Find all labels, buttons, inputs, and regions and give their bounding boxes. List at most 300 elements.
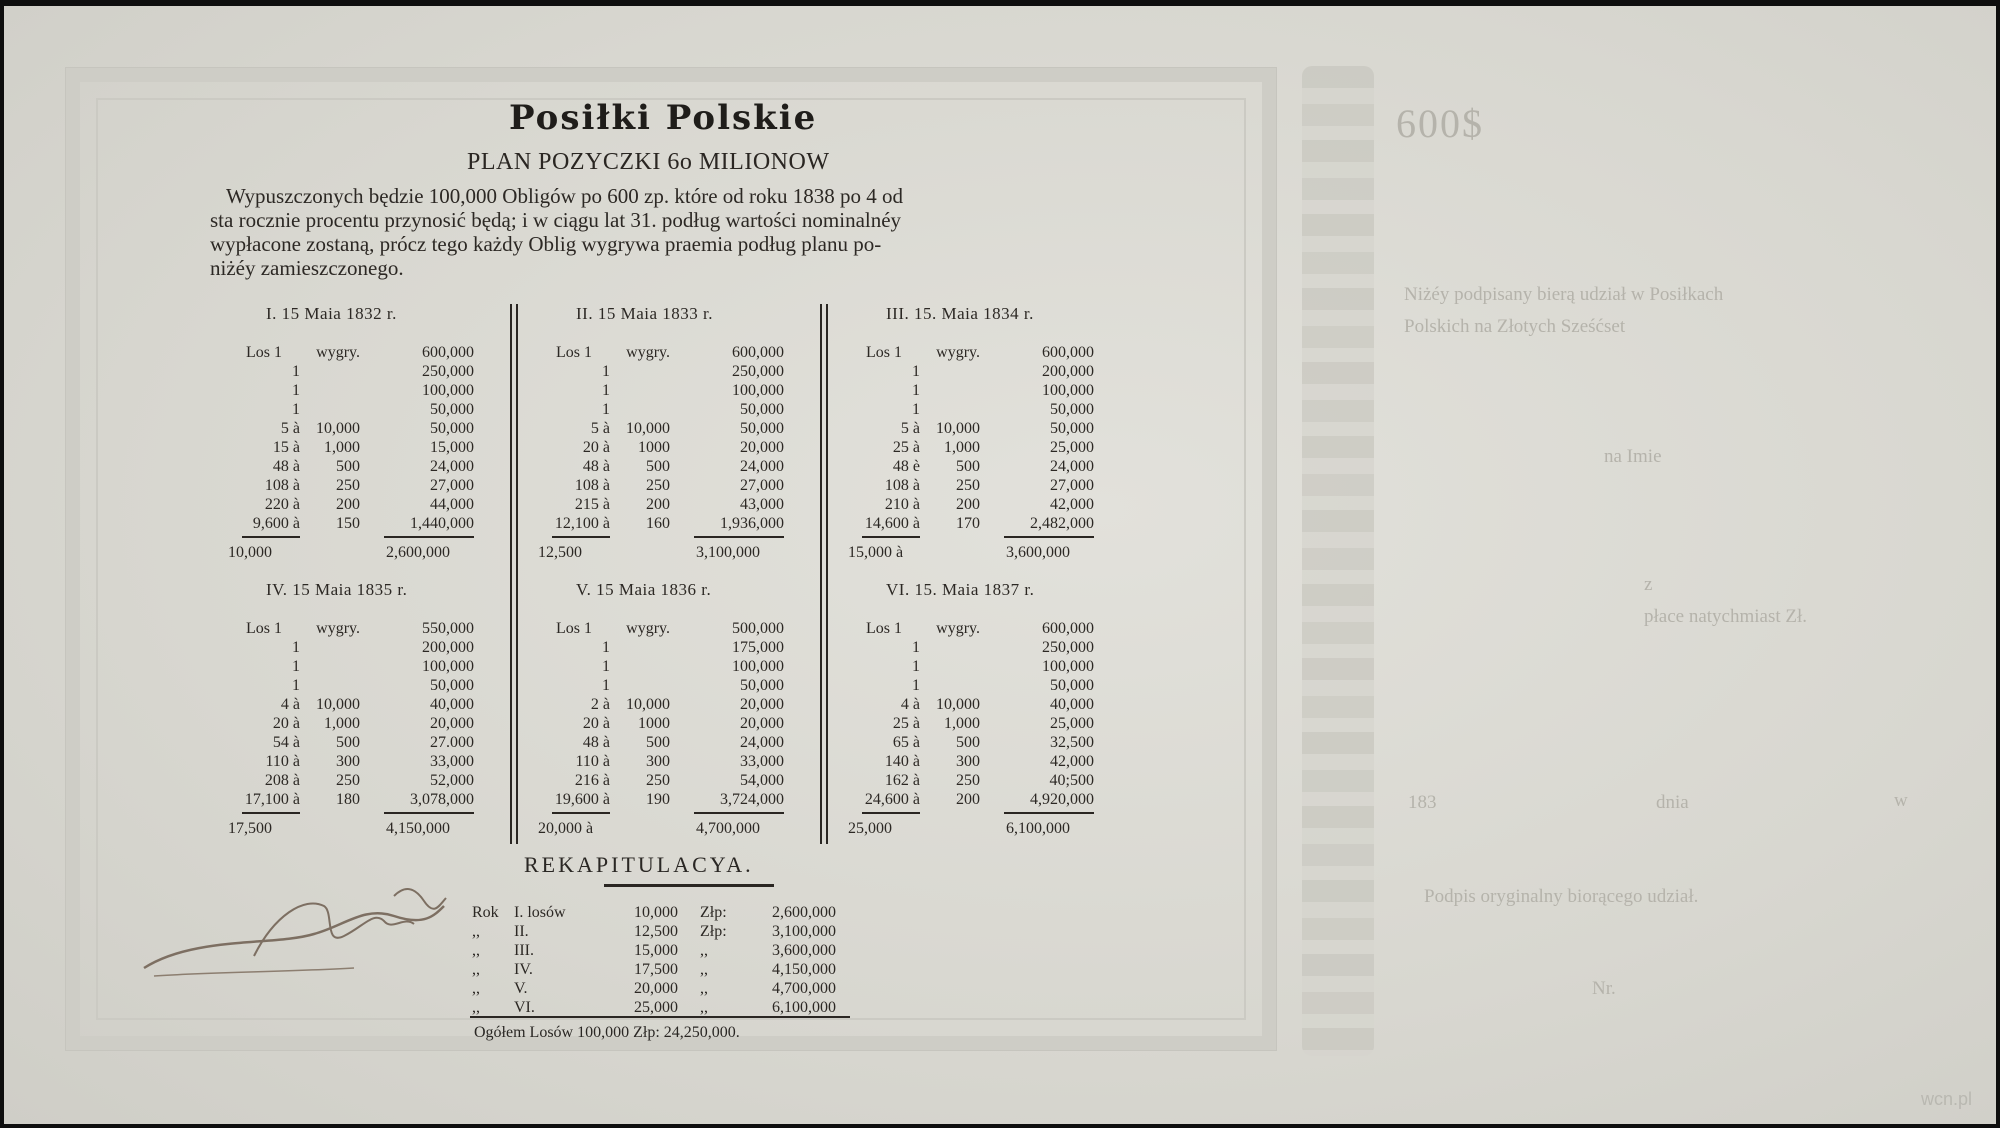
prize-count: 1 — [602, 382, 610, 399]
ghost-line-2: Polskich na Złotych Sześćset — [1404, 316, 1626, 337]
prize-row — [544, 382, 784, 401]
draw-total-count: 10,000 — [228, 544, 272, 561]
draw-total-count: 25,000 — [848, 820, 892, 837]
prize-amount: 10,000 — [316, 696, 360, 713]
recap-cell: 12,500 — [634, 923, 678, 940]
prize-count: 65 à — [892, 734, 920, 751]
prize-row — [854, 382, 1094, 401]
prize-total: 100,000 — [1042, 658, 1094, 675]
prize-row — [854, 420, 1094, 439]
prize-amount: 250 — [956, 477, 980, 494]
draw-heading: V. 15 Maia 1836 r. — [576, 580, 712, 599]
prize-row — [544, 772, 784, 791]
prize-total: 24,000 — [1050, 458, 1094, 475]
prize-total: 100,000 — [1042, 382, 1094, 399]
recap-cell: ,, — [700, 999, 708, 1016]
prize-row — [544, 715, 784, 734]
prize-amount: 500 — [646, 734, 670, 751]
prize-count: 9,600 à — [252, 515, 300, 532]
draw-heading: VI. 15. Maia 1837 r. — [886, 580, 1035, 599]
count-sum-rule — [242, 536, 300, 538]
prize-row — [234, 620, 474, 639]
prize-count: 15 à — [272, 439, 300, 456]
value-sum-rule — [1004, 812, 1094, 814]
bond-paper — [4, 6, 1996, 1124]
recap-cell: Rok — [472, 904, 499, 921]
prize-amount: 1,000 — [944, 439, 980, 456]
prize-amount: 1000 — [638, 715, 670, 732]
prize-count: 1 — [912, 677, 920, 694]
prize-row — [854, 772, 1094, 791]
prize-amount: 10,000 — [626, 420, 670, 437]
prize-count: 108 à — [264, 477, 300, 494]
prize-row — [544, 420, 784, 439]
ghost-line-10: Nr. — [1592, 978, 1616, 999]
recap-title-rule — [604, 884, 774, 887]
loan-plan-subtitle: PLAN POZYCZKI 6o MILIONOW — [467, 149, 830, 175]
prize-row — [854, 791, 1094, 810]
prize-total: 42,000 — [1050, 753, 1094, 770]
recap-total-rule — [470, 1016, 850, 1018]
recap-cell: 10,000 — [634, 904, 678, 921]
prize-row — [234, 791, 474, 810]
prize-amount: wygry. — [626, 344, 670, 361]
draw-total-sum: 6,100,000 — [1006, 820, 1070, 837]
prize-total: 3,724,000 — [720, 791, 784, 808]
prize-row — [854, 401, 1094, 420]
recap-cell: 3,100,000 — [772, 923, 836, 940]
prize-row — [234, 639, 474, 658]
prize-amount: 500 — [336, 734, 360, 751]
prize-count: 1 — [292, 363, 300, 380]
prize-count: 1 — [602, 363, 610, 380]
ghost-line-8: 183 — [1408, 792, 1437, 813]
prize-count: 5 à — [900, 420, 920, 437]
prize-amount: 300 — [336, 753, 360, 770]
prize-amount: 500 — [956, 734, 980, 751]
prize-amount: 150 — [336, 515, 360, 532]
prize-amount: 10,000 — [316, 420, 360, 437]
prize-row — [854, 477, 1094, 496]
recap-cell: ,, — [472, 942, 480, 959]
prize-count: 1 — [912, 382, 920, 399]
prize-total: 175,000 — [732, 639, 784, 656]
prize-count: 1 — [292, 677, 300, 694]
prize-amount: 200 — [646, 496, 670, 513]
prize-row — [544, 344, 784, 363]
prize-count: Los 1 — [246, 620, 282, 637]
prize-total: 27,000 — [430, 477, 474, 494]
prize-amount: 250 — [956, 772, 980, 789]
recap-cell: 17,500 — [634, 961, 678, 978]
count-sum-rule — [242, 812, 300, 814]
recap-cell: 25,000 — [634, 999, 678, 1016]
recap-cell: Złp: — [700, 904, 727, 921]
prize-amount: 300 — [956, 753, 980, 770]
prize-total: 40,000 — [430, 696, 474, 713]
value-sum-rule — [694, 812, 784, 814]
prize-total: 600,000 — [422, 344, 474, 361]
prize-row — [234, 753, 474, 772]
prize-count: 1 — [602, 401, 610, 418]
prize-total: 43,000 — [740, 496, 784, 513]
prize-row — [854, 677, 1094, 696]
prize-total: 33,000 — [430, 753, 474, 770]
prize-row — [234, 401, 474, 420]
prize-count: 20 à — [582, 715, 610, 732]
prize-count: 110 à — [575, 753, 610, 770]
prize-total: 27,000 — [1050, 477, 1094, 494]
count-sum-rule — [552, 536, 610, 538]
prize-total: 250,000 — [732, 363, 784, 380]
prize-count: 54 à — [272, 734, 300, 751]
prize-total: 600,000 — [1042, 344, 1094, 361]
prize-row — [544, 401, 784, 420]
prize-count: 48 à — [272, 458, 300, 475]
prize-row — [234, 496, 474, 515]
guilloche-band — [1302, 66, 1374, 1056]
prize-total: 100,000 — [422, 658, 474, 675]
prize-count: Los 1 — [556, 620, 592, 637]
prize-count: 48 è — [892, 458, 920, 475]
prize-total: 100,000 — [732, 382, 784, 399]
column-separator-right-double — [826, 304, 828, 844]
prize-total: 550,000 — [422, 620, 474, 637]
prize-row — [544, 515, 784, 534]
prize-count: 12,100 à — [554, 515, 610, 532]
ghost-line-9: Podpis oryginalny biorącego udział. — [1424, 886, 1699, 907]
recap-cell: 6,100,000 — [772, 999, 836, 1016]
prize-count: 1 — [602, 677, 610, 694]
prize-total: 42,000 — [1050, 496, 1094, 513]
prize-amount: 10,000 — [936, 420, 980, 437]
prize-total: 50,000 — [430, 401, 474, 418]
draw-heading: II. 15 Maia 1833 r. — [576, 304, 713, 323]
prize-amount: 1,000 — [324, 439, 360, 456]
prize-amount: 300 — [646, 753, 670, 770]
draw-total-count: 20,000 à — [538, 820, 594, 837]
prize-amount: 160 — [646, 515, 670, 532]
prize-count: 1 — [912, 639, 920, 656]
prize-row — [544, 458, 784, 477]
ghost-line-4: z — [1644, 574, 1653, 595]
recap-cell: 3,600,000 — [772, 942, 836, 959]
prize-total: 50,000 — [740, 401, 784, 418]
prize-total: 200,000 — [422, 639, 474, 656]
prize-amount: 190 — [646, 791, 670, 808]
prize-row — [544, 620, 784, 639]
recap-cell: ,, — [700, 942, 708, 959]
prize-total: 24,000 — [740, 458, 784, 475]
prize-row — [854, 696, 1094, 715]
count-sum-rule — [552, 812, 610, 814]
prize-row — [544, 658, 784, 677]
prize-total: 500,000 — [732, 620, 784, 637]
recap-cell: V. — [514, 980, 528, 997]
prize-count: 20 à — [582, 439, 610, 456]
value-sum-rule — [694, 536, 784, 538]
prize-row — [854, 753, 1094, 772]
prize-row — [544, 791, 784, 810]
prize-amount: 250 — [336, 772, 360, 789]
recap-cell: 20,000 — [634, 980, 678, 997]
prize-count: 215 à — [574, 496, 610, 513]
prize-amount: 10,000 — [936, 696, 980, 713]
ghost-line-3: na Imie — [1604, 446, 1662, 467]
prize-total: 50,000 — [430, 420, 474, 437]
prize-row — [234, 344, 474, 363]
prize-amount: 200 — [956, 496, 980, 513]
prize-count: 5 à — [280, 420, 300, 437]
prize-count: 48 à — [582, 734, 610, 751]
value-sum-rule — [1004, 536, 1094, 538]
prize-total: 1,936,000 — [720, 515, 784, 532]
prize-amount: 250 — [646, 772, 670, 789]
prize-total: 20,000 — [740, 696, 784, 713]
prize-total: 200,000 — [1042, 363, 1094, 380]
recap-cell: I. losów — [514, 904, 566, 921]
prize-amount: wygry. — [936, 344, 980, 361]
prize-total: 15,000 — [430, 439, 474, 456]
prize-row — [854, 458, 1094, 477]
prize-row — [234, 677, 474, 696]
recap-cell: 4,150,000 — [772, 961, 836, 978]
prize-amount: wygry. — [316, 620, 360, 637]
prize-row — [854, 439, 1094, 458]
prize-count: Los 1 — [866, 344, 902, 361]
prize-row — [854, 620, 1094, 639]
prize-row — [234, 772, 474, 791]
prize-amount: 170 — [956, 515, 980, 532]
draw-total-sum: 4,150,000 — [386, 820, 450, 837]
column-separator-left — [510, 304, 512, 844]
prize-count: 216 à — [574, 772, 610, 789]
prize-row — [234, 458, 474, 477]
recap-cell: 2,600,000 — [772, 904, 836, 921]
intro-line-1: Wypuszczonych będzie 100,000 Obligów po 600 zp. które od roku 1838 po 4 od — [226, 184, 904, 208]
prize-row — [234, 515, 474, 534]
prize-amount: 500 — [646, 458, 670, 475]
prize-row — [234, 734, 474, 753]
prize-total: 40;500 — [1049, 772, 1094, 789]
prize-row — [854, 363, 1094, 382]
prize-count: 108 à — [574, 477, 610, 494]
prize-total: 50,000 — [740, 420, 784, 437]
prize-count: 25 à — [892, 715, 920, 732]
prize-total: 50,000 — [1050, 677, 1094, 694]
prize-row — [854, 639, 1094, 658]
prize-amount: 10,000 — [626, 696, 670, 713]
recap-cell: ,, — [472, 980, 480, 997]
prize-amount: 180 — [336, 791, 360, 808]
prize-total: 50,000 — [430, 677, 474, 694]
prize-count: 1 — [912, 363, 920, 380]
prize-total: 25,000 — [1050, 439, 1094, 456]
prize-row — [854, 496, 1094, 515]
prize-row — [544, 753, 784, 772]
recap-grand-total: Ogółem Losów 100,000 Złp: 24,250,000. — [474, 1024, 740, 1041]
prize-count: Los 1 — [866, 620, 902, 637]
recap-cell: ,, — [472, 923, 480, 940]
draw-total-sum: 2,600,000 — [386, 544, 450, 561]
prize-count: 4 à — [280, 696, 300, 713]
prize-row — [544, 677, 784, 696]
prize-count: 25 à — [892, 439, 920, 456]
prize-total: 54,000 — [740, 772, 784, 789]
draw-heading: III. 15. Maia 1834 r. — [886, 304, 1034, 323]
draw-total-count: 15,000 à — [848, 544, 904, 561]
prize-total: 3,078,000 — [410, 791, 474, 808]
column-separator-right — [820, 304, 822, 844]
draw-heading: I. 15 Maia 1832 r. — [266, 304, 397, 323]
prize-amount: 250 — [646, 477, 670, 494]
document-title: Posiłki Polskie — [509, 98, 818, 138]
prize-count: 220 à — [264, 496, 300, 513]
prize-amount: wygry. — [626, 620, 670, 637]
prize-row — [544, 477, 784, 496]
prize-row — [234, 696, 474, 715]
recap-title: REKAPITULACYA. — [524, 852, 754, 877]
value-sum-rule — [384, 812, 474, 814]
prize-total: 24,000 — [740, 734, 784, 751]
draw-total-sum: 3,100,000 — [696, 544, 760, 561]
prize-count: 19,600 à — [554, 791, 610, 808]
prize-total: 24,000 — [430, 458, 474, 475]
prize-amount: 200 — [956, 791, 980, 808]
count-sum-rule — [862, 536, 920, 538]
prize-total: 50,000 — [1050, 420, 1094, 437]
prize-total: 1,440,000 — [410, 515, 474, 532]
prize-count: 210 à — [884, 496, 920, 513]
prize-total: 250,000 — [1042, 639, 1094, 656]
value-sum-rule — [384, 536, 474, 538]
recap-cell: II. — [514, 923, 529, 940]
prize-count: 108 à — [884, 477, 920, 494]
recap-cell: 4,700,000 — [772, 980, 836, 997]
prize-count: 20 à — [272, 715, 300, 732]
prize-count: 140 à — [884, 753, 920, 770]
prize-amount: wygry. — [936, 620, 980, 637]
draw-total-count: 17,500 — [228, 820, 272, 837]
prize-total: 25,000 — [1050, 715, 1094, 732]
recap-cell: 15,000 — [634, 942, 678, 959]
prize-row — [854, 658, 1094, 677]
prize-total: 44,000 — [430, 496, 474, 513]
draw-heading: IV. 15 Maia 1835 r. — [266, 580, 408, 599]
prize-count: 110 à — [265, 753, 300, 770]
prize-row — [234, 420, 474, 439]
recap-cell: III. — [514, 942, 534, 959]
prize-total: 27,000 — [740, 477, 784, 494]
draw-total-sum: 3,600,000 — [1006, 544, 1070, 561]
prize-count: 24,600 à — [864, 791, 920, 808]
prize-amount: 1000 — [638, 439, 670, 456]
prize-count: Los 1 — [246, 344, 282, 361]
recap-cell: Złp: — [700, 923, 727, 940]
prize-amount: 250 — [336, 477, 360, 494]
prize-count: 14,600 à — [864, 515, 920, 532]
prize-count: 48 à — [582, 458, 610, 475]
prize-count: 208 à — [264, 772, 300, 789]
prize-row — [234, 658, 474, 677]
prize-total: 600,000 — [732, 344, 784, 361]
prize-total: 50,000 — [1050, 401, 1094, 418]
prize-row — [234, 439, 474, 458]
prize-row — [234, 382, 474, 401]
prize-count: Los 1 — [556, 344, 592, 361]
watermark-text: wcn.pl — [1920, 1089, 1972, 1109]
prize-row — [854, 734, 1094, 753]
recap-cell: ,, — [700, 961, 708, 978]
prize-total: 20,000 — [430, 715, 474, 732]
prize-row — [544, 639, 784, 658]
ghost-serial-number: 600$ — [1396, 101, 1484, 146]
recap-cell: VI. — [514, 999, 535, 1016]
prize-total: 20,000 — [740, 439, 784, 456]
prize-count: 1 — [292, 639, 300, 656]
prize-count: 1 — [292, 658, 300, 675]
prize-count: 1 — [602, 639, 610, 656]
draw-total-count: 12,500 — [538, 544, 582, 561]
prize-count: 17,100 à — [244, 791, 300, 808]
prize-row — [854, 715, 1094, 734]
prize-row — [544, 496, 784, 515]
intro-line-2: sta rocznie procentu przynosić będą; i w ciągu lat 31. podług wartości nominalnéy — [210, 208, 902, 232]
prize-row — [854, 515, 1094, 534]
prize-row — [854, 344, 1094, 363]
prize-total: 4,920,000 — [1030, 791, 1094, 808]
prize-amount: 200 — [336, 496, 360, 513]
handwritten-signature — [134, 876, 454, 996]
prize-amount: 500 — [956, 458, 980, 475]
prize-row — [544, 439, 784, 458]
prize-count: 1 — [292, 401, 300, 418]
prize-row — [544, 734, 784, 753]
prize-count: 5 à — [590, 420, 610, 437]
prize-row — [234, 477, 474, 496]
prize-amount: 1,000 — [944, 715, 980, 732]
prize-row — [234, 715, 474, 734]
ghost-line-6: w — [1894, 790, 1908, 811]
ghost-line-7: dnia — [1656, 792, 1689, 813]
column-separator-left-double — [516, 304, 518, 844]
prize-row — [234, 363, 474, 382]
prize-amount: 1,000 — [324, 715, 360, 732]
draw-total-sum: 4,700,000 — [696, 820, 760, 837]
prize-count: 1 — [912, 401, 920, 418]
prize-total: 52,000 — [430, 772, 474, 789]
prize-total: 40,000 — [1050, 696, 1094, 713]
prize-total: 33,000 — [740, 753, 784, 770]
prize-total: 600,000 — [1042, 620, 1094, 637]
prize-total: 32,500 — [1050, 734, 1094, 751]
prize-total: 100,000 — [422, 382, 474, 399]
prize-total: 50,000 — [740, 677, 784, 694]
prize-row — [544, 696, 784, 715]
ghost-line-5: płace natychmiast Zł. — [1644, 606, 1808, 627]
prize-total: 27.000 — [430, 734, 474, 751]
ghost-line-1: Niżéy podpisany bierą udział w Posiłkach — [1404, 284, 1724, 305]
prize-count: 2 à — [590, 696, 610, 713]
prize-count: 162 à — [884, 772, 920, 789]
recap-cell: IV. — [514, 961, 533, 978]
recap-cell: ,, — [700, 980, 708, 997]
prize-amount: 500 — [336, 458, 360, 475]
prize-count: 1 — [602, 658, 610, 675]
intro-line-4: niżéy zamieszczonego. — [210, 256, 404, 280]
prize-count: 1 — [912, 658, 920, 675]
prize-total: 250,000 — [422, 363, 474, 380]
